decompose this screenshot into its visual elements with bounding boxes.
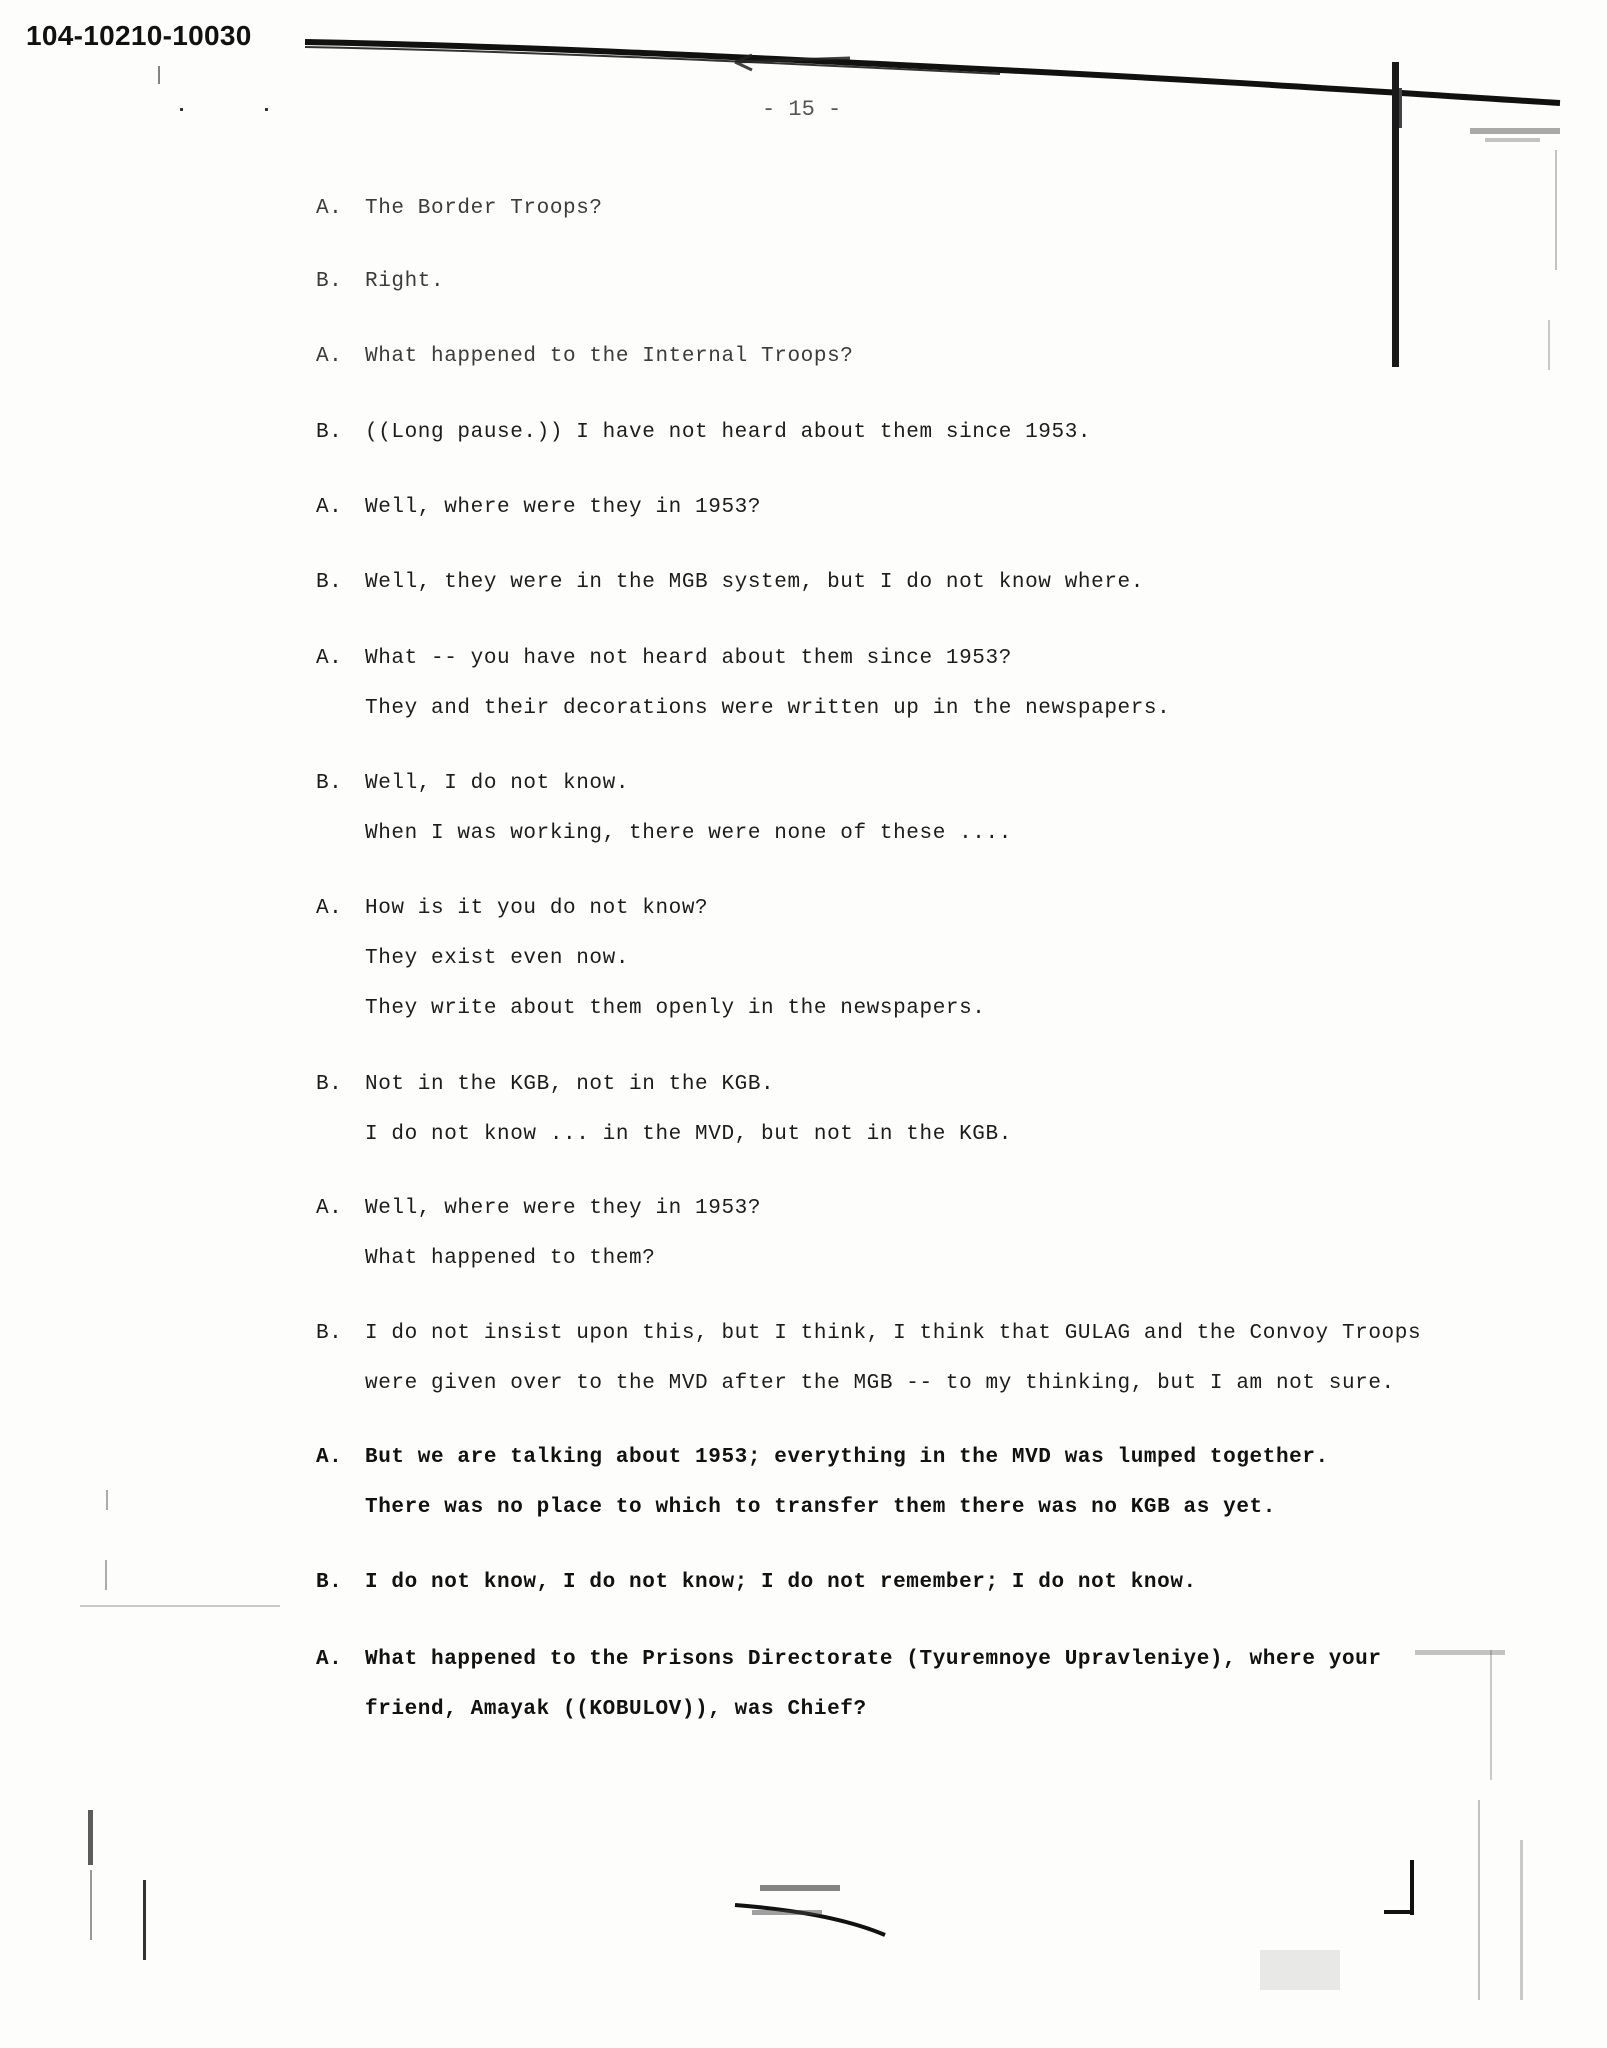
speaker-label: A. [316, 1446, 343, 1469]
header-stamp [735, 55, 850, 70]
speaker-label: B. [316, 1322, 343, 1345]
scan-noise-right [1260, 128, 1560, 2000]
transcript-line: I do not know ... in the MVD, but not in the KGB. [365, 1123, 1012, 1146]
speaker-label: A. [316, 897, 343, 920]
transcript-line: The Border Troops? [365, 197, 603, 220]
transcript-line: There was no place to which to transfer them there was no KGB as yet. [365, 1496, 1276, 1519]
header-strike-line [305, 42, 1560, 103]
footer-stamp [735, 1885, 885, 1935]
transcript-line: Well, they were in the MGB system, but I do not know where. [365, 571, 1144, 594]
scan-noise-left [80, 66, 280, 1960]
speaker-label: A. [316, 1197, 343, 1220]
transcript-line: Well, where were they in 1953? [365, 496, 762, 519]
speaker-label: A. [316, 197, 343, 220]
speaker-label: A. [316, 345, 343, 368]
page-number: - 15 - [762, 97, 842, 122]
transcript-line: Well, I do not know. [365, 772, 630, 795]
speaker-label: A. [316, 496, 343, 519]
transcript-line: What -- you have not heard about them since 1953? [365, 647, 1012, 670]
document-id: 104-10210-10030 [26, 20, 252, 51]
transcript-line: What happened to the Prisons Directorate (Tyuremnoye Upravleniye), where your [365, 1648, 1382, 1671]
speaker-label: B. [316, 421, 343, 444]
transcript-line: What happened to them? [365, 1247, 656, 1270]
transcript-line: They exist even now. [365, 947, 630, 970]
speaker-label: B. [316, 571, 343, 594]
transcript-line: But we are talking about 1953; everything in the MVD was lumped together. [365, 1446, 1329, 1469]
transcript-line: Well, where were they in 1953? [365, 1197, 762, 1220]
transcript-line: They and their decorations were written up in the newspapers. [365, 697, 1171, 720]
speaker-label: A. [316, 1648, 343, 1671]
transcript-line: I do not insist upon this, but I think, I think that GULAG and the Convoy Troops [365, 1322, 1422, 1345]
transcript-line: They write about them openly in the newspapers. [365, 997, 986, 1020]
margin-vertical-bar [1392, 62, 1399, 367]
speaker-label: B. [316, 1073, 343, 1096]
transcript-line: were given over to the MVD after the MGB -- to my thinking, but I am not sure. [365, 1372, 1395, 1395]
speaker-label: B. [316, 1571, 343, 1594]
speaker-label: A. [316, 647, 343, 670]
speaker-label: B. [316, 270, 343, 293]
transcript-line: I do not know, I do not know; I do not remember; I do not know. [365, 1571, 1197, 1594]
transcript-line: friend, Amayak ((KOBULOV)), was Chief? [365, 1698, 867, 1721]
speaker-label: B. [316, 772, 343, 795]
transcript-line: How is it you do not know? [365, 897, 709, 920]
transcript-line: When I was working, there were none of these .... [365, 822, 1012, 845]
transcript-line: What happened to the Internal Troops? [365, 345, 854, 368]
transcript-line: Right. [365, 270, 445, 293]
transcript-line: Not in the KGB, not in the KGB. [365, 1073, 775, 1096]
transcript-line: ((Long pause.)) I have not heard about them since 1953. [365, 421, 1092, 444]
